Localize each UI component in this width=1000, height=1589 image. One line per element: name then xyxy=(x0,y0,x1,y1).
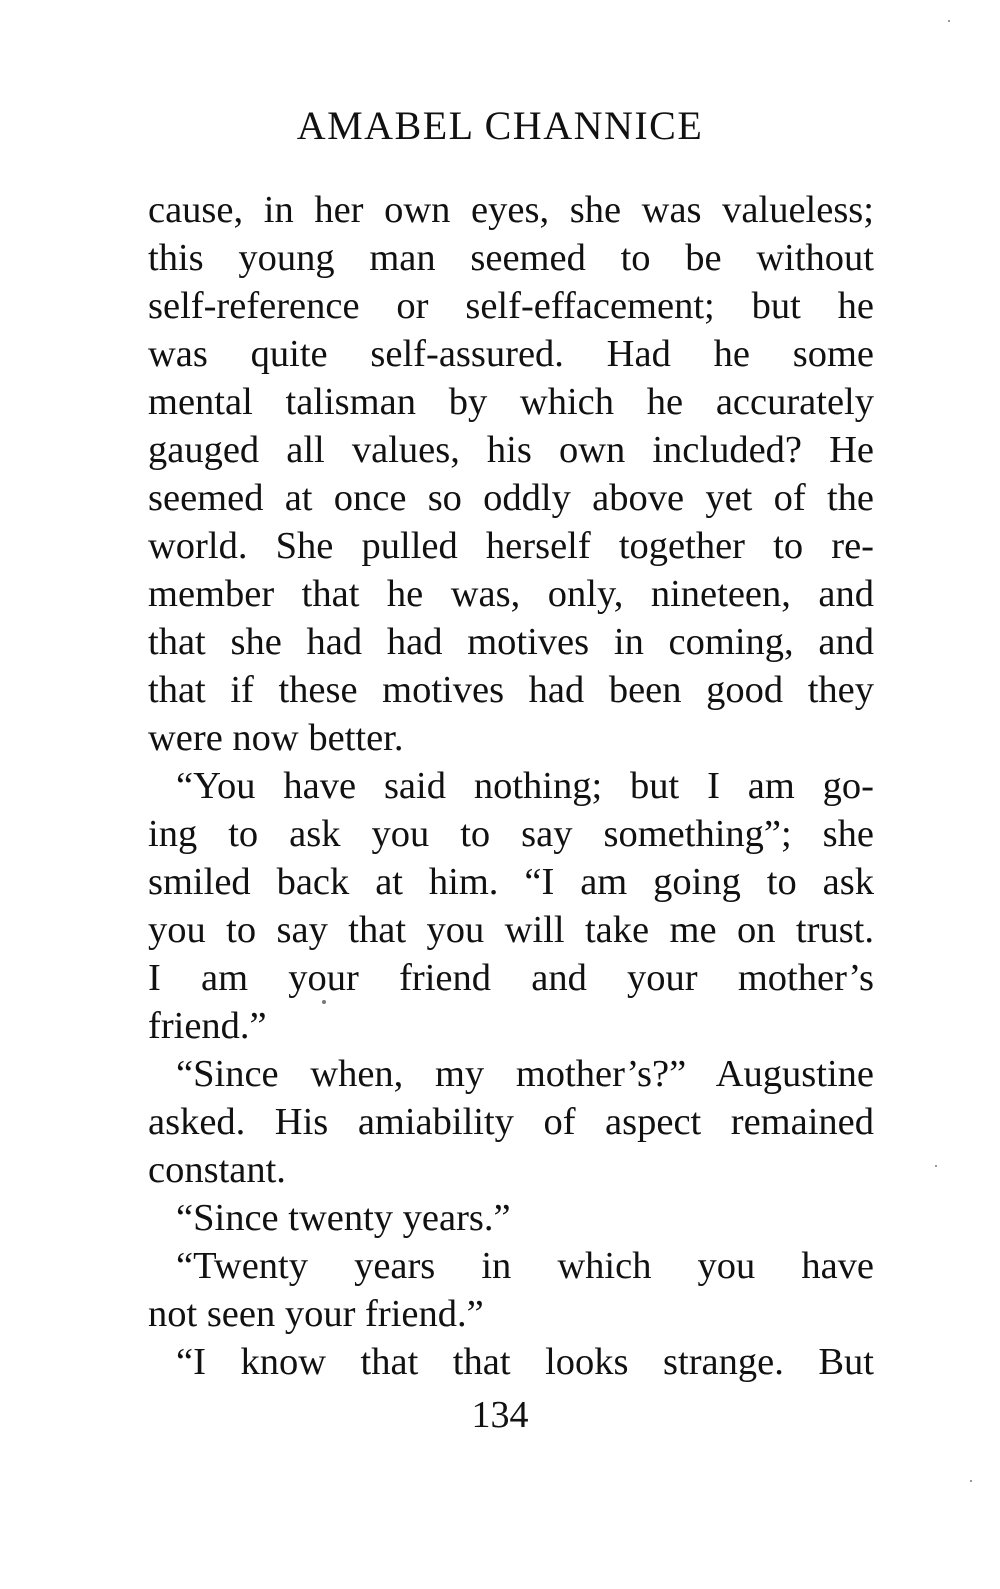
scan-speck xyxy=(948,20,950,22)
text-line: member that he was, only, nineteen, and xyxy=(148,573,874,615)
scan-speck xyxy=(970,1480,972,1482)
text-line: constant. xyxy=(148,1149,286,1191)
text-line: mental talisman by which he accurately xyxy=(148,381,874,423)
text-line: this young man seemed to be without xyxy=(148,237,874,279)
text-line: not seen your friend.” xyxy=(148,1293,484,1335)
scan-speck xyxy=(935,1165,937,1167)
text-line: ing to ask you to say something”; she xyxy=(148,813,874,855)
page-number: 134 xyxy=(471,1394,529,1436)
text-line: that she had had motives in coming, and xyxy=(148,621,874,663)
text-line: world. She pulled herself together to re- xyxy=(148,525,874,567)
text-line: asked. His amiability of aspect remained xyxy=(148,1101,874,1143)
text-line: that if these motives had been good they xyxy=(148,669,874,711)
scan-speck xyxy=(322,1000,326,1004)
text-line: friend.” xyxy=(148,1005,267,1047)
text-line: I am your friend and your mother’s xyxy=(148,957,874,999)
text-line: self-reference or self-effacement; but he xyxy=(148,285,874,327)
text-line: smiled back at him. “I am going to ask xyxy=(148,861,874,903)
running-head: AMABEL CHANNICE xyxy=(296,103,704,148)
text-line: “Since when, my mother’s?” Augustine xyxy=(176,1053,874,1095)
text-line: was quite self-assured. Had he some xyxy=(148,333,874,375)
text-line: “Since twenty years.” xyxy=(176,1197,511,1239)
text-line: “You have said nothing; but I am go- xyxy=(176,765,874,807)
text-line: cause, in her own eyes, she was valueless; xyxy=(148,189,874,231)
text-line: were now better. xyxy=(148,717,404,759)
text-line: you to say that you will take me on trust. xyxy=(148,909,874,951)
text-line: gauged all values, his own included? He xyxy=(148,429,874,471)
text-line: “I know that that looks strange. But xyxy=(176,1341,874,1383)
text-line: seemed at once so oddly above yet of the xyxy=(148,477,874,519)
text-line: “Twenty years in which you have xyxy=(176,1245,874,1287)
